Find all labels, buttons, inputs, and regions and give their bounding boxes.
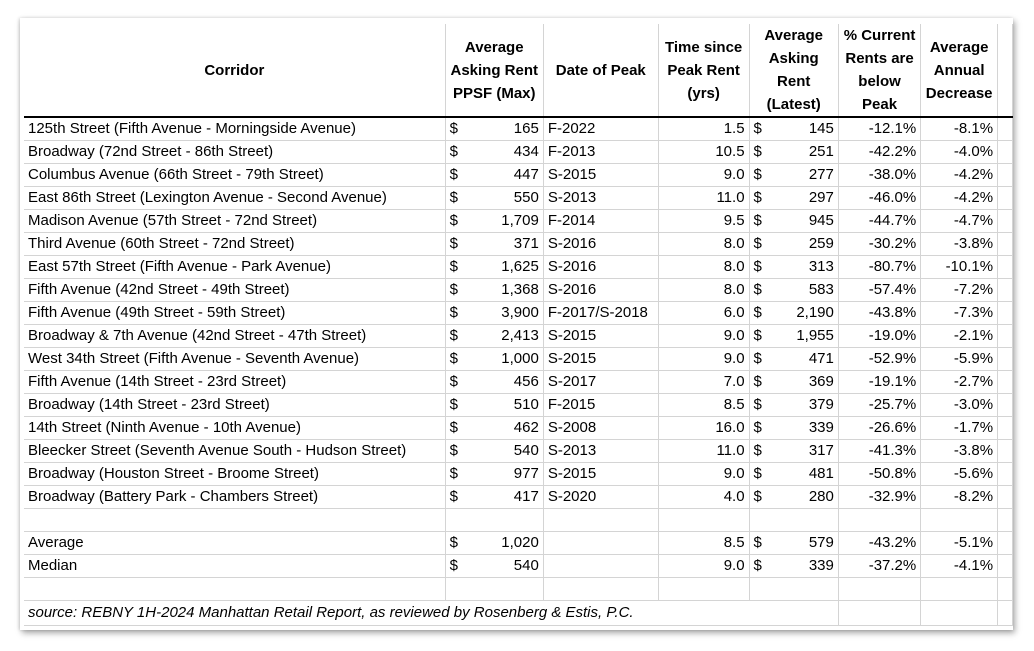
cell-date-peak[interactable]: S-2020 [543, 486, 658, 509]
cell-currency[interactable]: $ [445, 141, 465, 164]
cell-rent-latest[interactable]: 471 [769, 348, 838, 371]
cell-time-since[interactable]: 9.5 [658, 210, 749, 233]
cell-empty[interactable] [543, 578, 658, 601]
cell-date-peak[interactable]: F-2013 [543, 141, 658, 164]
header-time-since[interactable]: Time since Peak Rent (yrs) [658, 24, 749, 117]
cell-empty[interactable] [998, 117, 1013, 141]
cell-empty[interactable] [998, 555, 1013, 578]
cell-date-peak[interactable]: F-2017/S-2018 [543, 302, 658, 325]
cell-currency[interactable]: $ [749, 348, 769, 371]
cell-currency[interactable]: $ [445, 325, 465, 348]
cell-annual-decrease[interactable]: -1.7% [921, 417, 998, 440]
cell-currency[interactable]: $ [445, 440, 465, 463]
cell-currency[interactable]: $ [445, 486, 465, 509]
retail-rent-table [24, 24, 1013, 626]
table-row [24, 394, 1013, 417]
cell-pct-below[interactable]: -30.2% [838, 233, 920, 256]
cell-annual-decrease[interactable]: -3.8% [921, 440, 998, 463]
cell-date-peak[interactable]: S-2015 [543, 325, 658, 348]
cell-annual-decrease[interactable]: -5.1% [921, 532, 998, 555]
cell-empty[interactable] [838, 601, 920, 626]
cell-pct-below[interactable]: -32.9% [838, 486, 920, 509]
cell-empty[interactable] [998, 279, 1013, 302]
cell-currency[interactable]: $ [445, 302, 465, 325]
cell-empty[interactable] [24, 509, 445, 532]
cell-empty[interactable] [998, 210, 1013, 233]
cell-currency[interactable]: $ [749, 532, 769, 555]
cell-rent-max[interactable]: 1,020 [465, 532, 543, 555]
cell-rent-max[interactable]: 417 [465, 486, 543, 509]
table-row [24, 302, 1013, 325]
cell-currency[interactable]: $ [445, 417, 465, 440]
cell-currency[interactable]: $ [445, 187, 465, 210]
cell-date-peak[interactable]: S-2016 [543, 256, 658, 279]
cell-corridor[interactable]: East 57th Street (Fifth Avenue - Park Avenue) [24, 256, 445, 279]
header-corridor[interactable]: Corridor [24, 24, 445, 117]
cell-pct-below[interactable]: -37.2% [838, 555, 920, 578]
cell-empty[interactable] [543, 509, 658, 532]
cell-rent-latest[interactable]: 583 [769, 279, 838, 302]
cell-pct-below[interactable]: -43.2% [838, 532, 920, 555]
cell-rent-latest[interactable]: 379 [769, 394, 838, 417]
table-row [24, 371, 1013, 394]
cell-currency[interactable]: $ [445, 532, 465, 555]
cell-corridor[interactable]: Broadway (Houston Street - Broome Street) [24, 463, 445, 486]
cell-currency[interactable]: $ [445, 210, 465, 233]
cell-time-since[interactable]: 11.0 [658, 187, 749, 210]
cell-time-since[interactable]: 6.0 [658, 302, 749, 325]
cell-pct-below[interactable]: -41.3% [838, 440, 920, 463]
cell-empty[interactable] [465, 578, 543, 601]
table-row [24, 440, 1013, 463]
cell-empty[interactable] [998, 463, 1013, 486]
cell-empty[interactable] [24, 578, 445, 601]
cell-pct-below[interactable]: -46.0% [838, 187, 920, 210]
cell-rent-latest[interactable]: 297 [769, 187, 838, 210]
cell-currency[interactable]: $ [749, 187, 769, 210]
cell-date-peak[interactable]: S-2016 [543, 233, 658, 256]
spacer-row [24, 509, 1013, 532]
cell-rent-max[interactable]: 1,625 [465, 256, 543, 279]
cell-empty[interactable] [921, 578, 998, 601]
cell-currency[interactable]: $ [749, 141, 769, 164]
cell-time-since[interactable]: 8.0 [658, 233, 749, 256]
cell-currency[interactable]: $ [445, 463, 465, 486]
cell-currency[interactable]: $ [445, 233, 465, 256]
cell-rent-latest[interactable]: 339 [769, 417, 838, 440]
cell-currency[interactable]: $ [749, 210, 769, 233]
cell-annual-decrease[interactable]: -4.2% [921, 164, 998, 187]
cell-rent-max[interactable]: 165 [465, 117, 543, 141]
cell-empty[interactable] [998, 509, 1013, 532]
table-row [24, 555, 1013, 578]
cell-rent-max[interactable]: 447 [465, 164, 543, 187]
cell-empty[interactable] [465, 509, 543, 532]
cell-rent-latest[interactable]: 339 [769, 555, 838, 578]
cell-time-since[interactable]: 1.5 [658, 117, 749, 141]
cell-empty[interactable] [998, 164, 1013, 187]
cell-time-since[interactable]: 9.0 [658, 325, 749, 348]
cell-empty[interactable] [998, 348, 1013, 371]
cell-currency[interactable]: $ [445, 279, 465, 302]
cell-empty[interactable] [769, 601, 838, 626]
cell-empty[interactable] [749, 601, 769, 626]
cell-pct-below[interactable]: -25.7% [838, 394, 920, 417]
cell-empty[interactable] [998, 325, 1013, 348]
cell-empty[interactable] [445, 578, 465, 601]
cell-empty[interactable] [838, 578, 920, 601]
table-row [24, 417, 1013, 440]
cell-empty[interactable] [749, 509, 769, 532]
cell-date-peak[interactable]: S-2016 [543, 279, 658, 302]
cell-rent-latest[interactable]: 251 [769, 141, 838, 164]
cell-currency[interactable]: $ [749, 417, 769, 440]
cell-empty[interactable] [998, 578, 1013, 601]
cell-time-since[interactable]: 8.0 [658, 256, 749, 279]
cell-corridor[interactable]: Broadway (14th Street - 23rd Street) [24, 394, 445, 417]
cell-rent-max[interactable]: 510 [465, 394, 543, 417]
cell-rent-max[interactable]: 1,000 [465, 348, 543, 371]
cell-rent-latest[interactable]: 481 [769, 463, 838, 486]
cell-date-peak[interactable] [543, 555, 658, 578]
cell-pct-below[interactable]: -19.1% [838, 371, 920, 394]
header-empty-cell[interactable] [998, 24, 1013, 117]
cell-empty[interactable] [921, 509, 998, 532]
cell-rent-latest[interactable]: 259 [769, 233, 838, 256]
cell-annual-decrease[interactable]: -4.0% [921, 141, 998, 164]
cell-currency[interactable]: $ [445, 348, 465, 371]
cell-annual-decrease[interactable]: -2.1% [921, 325, 998, 348]
cell-empty[interactable] [998, 440, 1013, 463]
cell-empty[interactable] [998, 601, 1013, 626]
cell-rent-max[interactable]: 2,413 [465, 325, 543, 348]
header-rent-max[interactable]: Average Asking Rent PPSF (Max) [445, 24, 543, 117]
cell-empty[interactable] [769, 578, 838, 601]
header-annual-decrease[interactable]: Average Annual Decrease [921, 24, 998, 117]
table-row [24, 532, 1013, 555]
cell-time-since[interactable]: 8.5 [658, 394, 749, 417]
cell-empty[interactable] [998, 187, 1013, 210]
cell-rent-max[interactable]: 371 [465, 233, 543, 256]
cell-rent-max[interactable]: 540 [465, 440, 543, 463]
cell-corridor[interactable]: Fifth Avenue (49th Street - 59th Street) [24, 302, 445, 325]
cell-corridor[interactable]: 125th Street (Fifth Avenue - Morningside Avenue) [24, 117, 445, 141]
cell-date-peak[interactable]: S-2015 [543, 463, 658, 486]
cell-currency[interactable]: $ [749, 164, 769, 187]
cell-date-peak[interactable]: F-2014 [543, 210, 658, 233]
cell-empty[interactable] [838, 509, 920, 532]
cell-empty[interactable] [658, 578, 749, 601]
cell-currency[interactable]: $ [749, 486, 769, 509]
cell-time-since[interactable]: 7.0 [658, 371, 749, 394]
cell-rent-max[interactable]: 434 [465, 141, 543, 164]
cell-date-peak[interactable]: F-2022 [543, 117, 658, 141]
cell-time-since[interactable]: 8.5 [658, 532, 749, 555]
cell-pct-below[interactable]: -42.2% [838, 141, 920, 164]
cell-currency[interactable]: $ [749, 256, 769, 279]
table-body [24, 24, 1013, 626]
cell-currency[interactable]: $ [749, 302, 769, 325]
cell-rent-max[interactable]: 456 [465, 371, 543, 394]
cell-pct-below[interactable]: -19.0% [838, 325, 920, 348]
cell-currency[interactable]: $ [445, 555, 465, 578]
cell-currency[interactable]: $ [749, 233, 769, 256]
cell-rent-max[interactable]: 1,709 [465, 210, 543, 233]
header-rent-latest[interactable]: Average Asking Rent (Latest) [749, 24, 838, 117]
cell-empty[interactable] [658, 509, 749, 532]
table-row [24, 117, 1013, 141]
table-row [24, 187, 1013, 210]
cell-corridor[interactable]: 14th Street (Ninth Avenue - 10th Avenue) [24, 417, 445, 440]
cell-annual-decrease[interactable]: -7.3% [921, 302, 998, 325]
cell-currency[interactable]: $ [445, 117, 465, 141]
cell-empty[interactable] [998, 302, 1013, 325]
cell-rent-latest[interactable]: 280 [769, 486, 838, 509]
cell-pct-below[interactable]: -38.0% [838, 164, 920, 187]
source-note[interactable]: source: REBNY 1H-2024 Manhattan Retail Report, as reviewed by Rosenberg & Estis, P.C. [24, 601, 749, 626]
header-row [24, 24, 1013, 117]
table-row [24, 348, 1013, 371]
cell-rent-max[interactable]: 3,900 [465, 302, 543, 325]
cell-empty[interactable] [998, 233, 1013, 256]
cell-corridor[interactable]: Fifth Avenue (14th Street - 23rd Street) [24, 371, 445, 394]
cell-currency[interactable]: $ [749, 555, 769, 578]
cell-corridor[interactable]: East 86th Street (Lexington Avenue - Second Avenue) [24, 187, 445, 210]
cell-rent-max[interactable]: 462 [465, 417, 543, 440]
header-date-peak[interactable]: Date of Peak [543, 24, 658, 117]
cell-annual-decrease[interactable]: -10.1% [921, 256, 998, 279]
cell-empty[interactable] [769, 509, 838, 532]
cell-rent-latest[interactable]: 145 [769, 117, 838, 141]
cell-corridor[interactable]: Fifth Avenue (42nd Street - 49th Street) [24, 279, 445, 302]
cell-time-since[interactable]: 9.0 [658, 348, 749, 371]
cell-currency[interactable]: $ [445, 371, 465, 394]
cell-date-peak[interactable]: F-2015 [543, 394, 658, 417]
cell-empty[interactable] [998, 486, 1013, 509]
cell-date-peak[interactable] [543, 532, 658, 555]
cell-time-since[interactable]: 8.0 [658, 279, 749, 302]
cell-date-peak[interactable]: S-2017 [543, 371, 658, 394]
cell-time-since[interactable]: 9.0 [658, 463, 749, 486]
cell-currency[interactable]: $ [445, 394, 465, 417]
cell-pct-below[interactable]: -44.7% [838, 210, 920, 233]
table-row [24, 256, 1013, 279]
spacer-row [24, 578, 1013, 601]
cell-corridor[interactable]: West 34th Street (Fifth Avenue - Seventh Avenue) [24, 348, 445, 371]
table-row [24, 233, 1013, 256]
table-row [24, 141, 1013, 164]
cell-currency[interactable]: $ [749, 371, 769, 394]
cell-time-since[interactable]: 16.0 [658, 417, 749, 440]
cell-empty[interactable] [998, 256, 1013, 279]
cell-rent-latest[interactable]: 579 [769, 532, 838, 555]
cell-annual-decrease[interactable]: -4.2% [921, 187, 998, 210]
cell-annual-decrease[interactable]: -5.6% [921, 463, 998, 486]
cell-rent-max[interactable]: 977 [465, 463, 543, 486]
cell-date-peak[interactable]: S-2015 [543, 164, 658, 187]
cell-currency[interactable]: $ [445, 256, 465, 279]
cell-rent-latest[interactable]: 317 [769, 440, 838, 463]
source-row [24, 601, 1013, 626]
cell-pct-below[interactable]: -80.7% [838, 256, 920, 279]
cell-currency[interactable]: $ [749, 440, 769, 463]
cell-empty[interactable] [445, 509, 465, 532]
cell-date-peak[interactable]: S-2015 [543, 348, 658, 371]
cell-rent-max[interactable]: 550 [465, 187, 543, 210]
cell-empty[interactable] [998, 141, 1013, 164]
cell-date-peak[interactable]: S-2008 [543, 417, 658, 440]
cell-time-since[interactable]: 11.0 [658, 440, 749, 463]
table-row [24, 486, 1013, 509]
cell-time-since[interactable]: 4.0 [658, 486, 749, 509]
cell-annual-decrease[interactable]: -7.2% [921, 279, 998, 302]
cell-annual-decrease[interactable]: -2.7% [921, 371, 998, 394]
cell-empty[interactable] [749, 578, 769, 601]
cell-annual-decrease[interactable]: -4.7% [921, 210, 998, 233]
cell-corridor[interactable]: Columbus Avenue (66th Street - 79th Street) [24, 164, 445, 187]
cell-annual-decrease[interactable]: -8.1% [921, 117, 998, 141]
cell-pct-below[interactable]: -50.8% [838, 463, 920, 486]
cell-currency[interactable]: $ [749, 325, 769, 348]
cell-pct-below[interactable]: -43.8% [838, 302, 920, 325]
table-row [24, 463, 1013, 486]
cell-corridor[interactable]: Median [24, 555, 445, 578]
table-row [24, 210, 1013, 233]
cell-rent-latest[interactable]: 1,955 [769, 325, 838, 348]
cell-empty[interactable] [998, 417, 1013, 440]
cell-rent-latest[interactable]: 945 [769, 210, 838, 233]
cell-empty[interactable] [998, 532, 1013, 555]
table-row [24, 279, 1013, 302]
cell-rent-max[interactable]: 540 [465, 555, 543, 578]
cell-rent-latest[interactable]: 277 [769, 164, 838, 187]
cell-currency[interactable]: $ [445, 164, 465, 187]
cell-corridor[interactable]: Madison Avenue (57th Street - 72nd Street) [24, 210, 445, 233]
table-row [24, 325, 1013, 348]
cell-time-since[interactable]: 9.0 [658, 164, 749, 187]
cell-empty[interactable] [998, 394, 1013, 417]
cell-corridor[interactable]: Broadway & 7th Avenue (42nd Street - 47th Street) [24, 325, 445, 348]
cell-empty[interactable] [998, 371, 1013, 394]
cell-rent-latest[interactable]: 313 [769, 256, 838, 279]
cell-pct-below[interactable]: -26.6% [838, 417, 920, 440]
cell-currency[interactable]: $ [749, 463, 769, 486]
cell-date-peak[interactable]: S-2013 [543, 440, 658, 463]
cell-annual-decrease[interactable]: -8.2% [921, 486, 998, 509]
cell-annual-decrease[interactable]: -5.9% [921, 348, 998, 371]
header-pct-below[interactable]: % Current Rents are below Peak [838, 24, 920, 117]
cell-corridor[interactable]: Bleecker Street (Seventh Avenue South - Hudson Street) [24, 440, 445, 463]
cell-annual-decrease[interactable]: -3.0% [921, 394, 998, 417]
spreadsheet [20, 18, 1013, 630]
cell-empty[interactable] [921, 601, 998, 626]
cell-corridor[interactable]: Average [24, 532, 445, 555]
cell-pct-below[interactable]: -52.9% [838, 348, 920, 371]
cell-annual-decrease[interactable]: -3.8% [921, 233, 998, 256]
cell-currency[interactable]: $ [749, 117, 769, 141]
cell-corridor[interactable]: Third Avenue (60th Street - 72nd Street) [24, 233, 445, 256]
cell-time-since[interactable]: 9.0 [658, 555, 749, 578]
cell-rent-latest[interactable]: 369 [769, 371, 838, 394]
cell-corridor[interactable]: Broadway (72nd Street - 86th Street) [24, 141, 445, 164]
table-row [24, 164, 1013, 187]
cell-rent-latest[interactable]: 2,190 [769, 302, 838, 325]
cell-pct-below[interactable]: -57.4% [838, 279, 920, 302]
cell-annual-decrease[interactable]: -4.1% [921, 555, 998, 578]
cell-date-peak[interactable]: S-2013 [543, 187, 658, 210]
cell-pct-below[interactable]: -12.1% [838, 117, 920, 141]
cell-corridor[interactable]: Broadway (Battery Park - Chambers Street) [24, 486, 445, 509]
cell-time-since[interactable]: 10.5 [658, 141, 749, 164]
cell-rent-max[interactable]: 1,368 [465, 279, 543, 302]
cell-currency[interactable]: $ [749, 394, 769, 417]
cell-currency[interactable]: $ [749, 279, 769, 302]
